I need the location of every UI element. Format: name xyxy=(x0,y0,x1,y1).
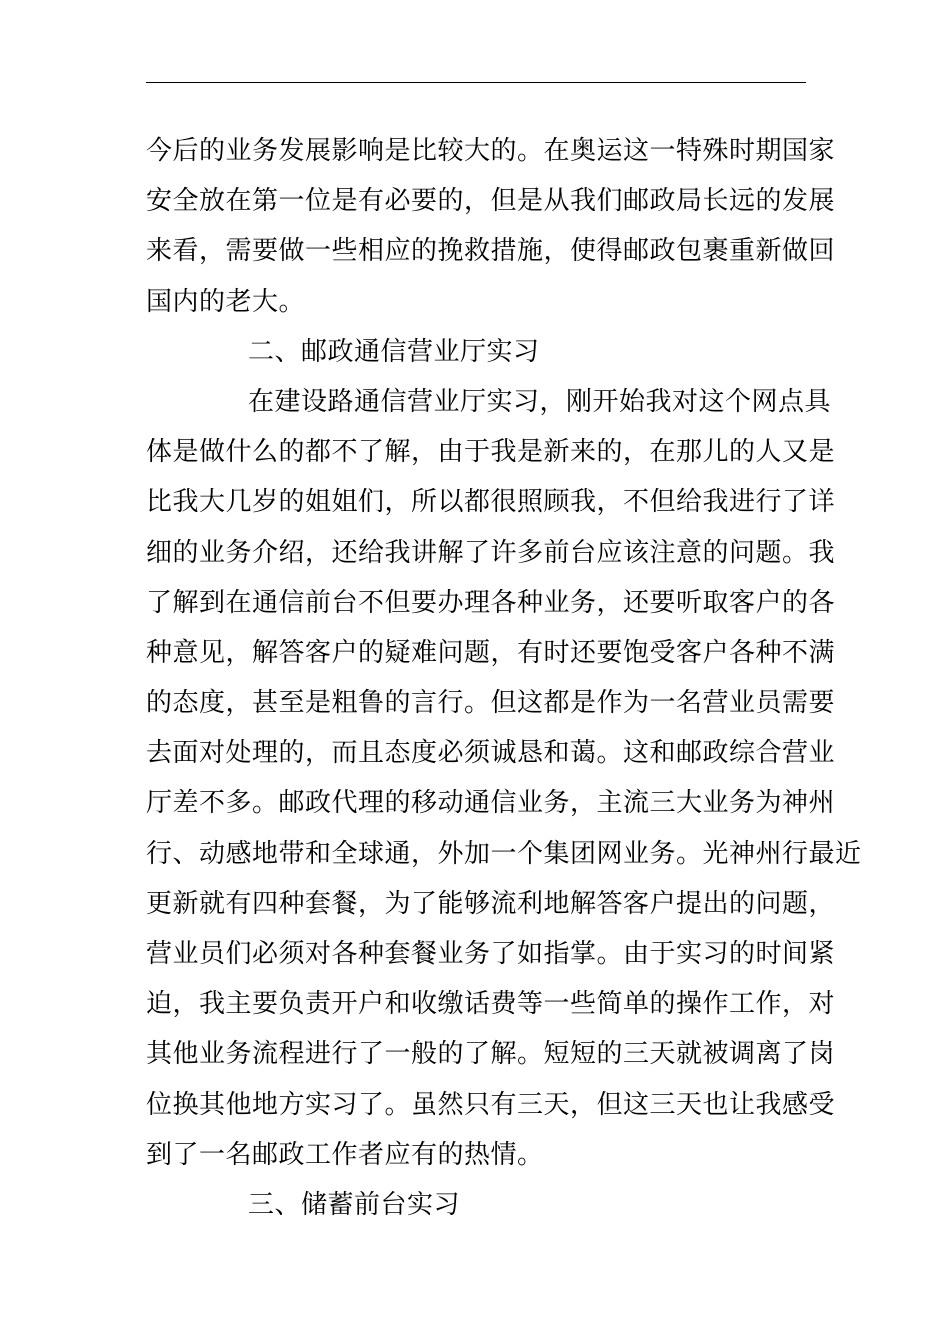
document-body xyxy=(146,126,862,1230)
text-line: 国内的老大。 xyxy=(146,286,306,317)
text-line: 了解到在通信前台不但要办理各种业务，还要听取客户的各 xyxy=(146,587,836,618)
text-line: 体是做什么的都不了解，由于我是新来的，在那儿的人又是 xyxy=(146,437,836,468)
text-line: 安全放在第一位是有必要的，但是从我们邮政局长远的发展 xyxy=(146,186,836,217)
section-heading: 三、储蓄前台实习 xyxy=(248,1189,461,1220)
text-line: 去面对处理的，而且态度必须诚恳和蔼。这和邮政综合营业 xyxy=(146,738,836,769)
text-line: 厅差不多。邮政代理的移动通信业务，主流三大业务为神州 xyxy=(146,788,836,819)
text-line: 迫，我主要负责开户和收缴话费等一些简单的操作工作，对 xyxy=(146,989,836,1020)
section-heading: 二、邮政通信营业厅实习 xyxy=(248,336,540,367)
text-line: 行、动感地带和全球通，外加一个集团网业务。光神州行最近 xyxy=(146,838,862,869)
text-line: 今后的业务发展影响是比较大的。在奥运这一特殊时期国家 xyxy=(146,136,836,166)
header-rule xyxy=(146,82,806,83)
text-line: 更新就有四种套餐，为了能够流利地解答客户提出的问题， xyxy=(146,888,836,919)
text-line: 其他业务流程进行了一般的了解。短短的三天就被调离了岗 xyxy=(146,1039,836,1070)
text-line: 到了一名邮政工作者应有的热情。 xyxy=(146,1139,544,1170)
text-line: 来看，需要做一些相应的挽救措施，使得邮政包裹重新做回 xyxy=(146,236,836,267)
text-line: 种意见，解答客户的疑难问题，有时还要饱受客户各种不满 xyxy=(146,637,836,668)
text-line: 比我大几岁的姐姐们，所以都很照顾我，不但给我进行了详 xyxy=(146,487,836,518)
text-line: 细的业务介绍，还给我讲解了许多前台应该注意的问题。我 xyxy=(146,537,836,568)
text-line: 位换其他地方实习了。虽然只有三天，但这三天也让我感受 xyxy=(146,1089,836,1120)
text-line: 在建设路通信营业厅实习，刚开始我对这个网点具 xyxy=(248,386,832,417)
text-line: 的态度，甚至是粗鲁的言行。但这都是作为一名营业员需要 xyxy=(146,688,836,719)
text-line: 营业员们必须对各种套餐业务了如指掌。由于实习的时间紧 xyxy=(146,939,836,969)
